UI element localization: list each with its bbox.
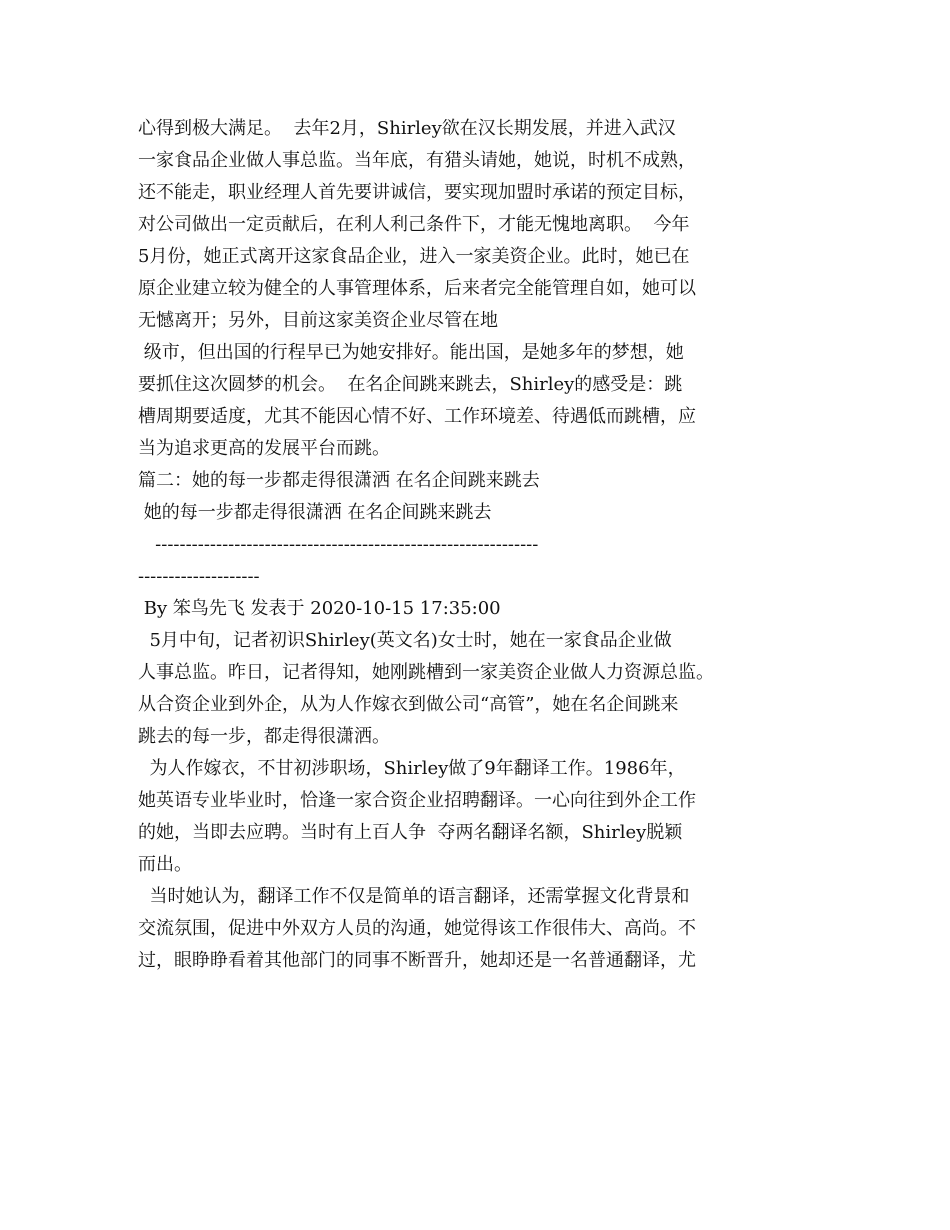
text-line: 的她，当即去应聘。当时有上百人争 夺两名翻译名额，Shirley脱颖 [138, 822, 683, 843]
text-line: 为人作嫁衣，不甘初涉职场，Shirley做了9年翻译工作。1986年， [138, 758, 686, 779]
text-line: 原企业建立较为健全的人事管理体系，后来者完全能管理自如，她可以 [138, 278, 696, 299]
text-line: 心得到极大满足。 去年2月，Shirley欲在汉长期发展，并进入武汉 [138, 118, 676, 139]
text-line: 5月中旬，记者初识Shirley(英文名)女士时，她在一家食品企业做 [138, 630, 672, 651]
byline: By 笨鸟先飞 发表于 2020-10-15 17:35:00 [138, 598, 501, 619]
text-line: 她英语专业毕业时，恰逢一家合资企业招聘翻译。一心向往到外企工作 [138, 790, 696, 811]
text-line: 当时她认为，翻译工作不仅是简单的语言翻译，还需掌握文化背景和 [138, 886, 690, 907]
divider-line: --------------------------------------------------------------- [138, 534, 539, 555]
text-line: 而出。 [138, 854, 192, 875]
text-line: 从合资企业到外企，从为人作嫁衣到做公司“高管”，她在名企间跳来 [138, 694, 679, 715]
text-line: 还不能走，职业经理人首先要讲诚信，要实现加盟时承诺的预定目标， [138, 182, 696, 203]
text-line: 当为追求更高的发展平台而跳。 [138, 438, 390, 459]
divider-line: -------------------- [138, 566, 260, 587]
text-line: 5月份，她正式离开这家食品企业，进入一家美资企业。此时，她已在 [138, 246, 690, 267]
text-line: 无憾离开；另外，目前这家美资企业尽管在地 [138, 310, 498, 331]
text-line: 过，眼睁睁看着其他部门的同事不断晋升，她却还是一名普通翻译，尤 [138, 950, 696, 971]
text-line: 跳去的每一步，都走得很潇洒。 [138, 726, 390, 747]
article-title: 她的每一步都走得很潇洒 在名企间跳来跳去 [138, 502, 492, 523]
text-line: 交流氛围，促进中外双方人员的沟通，她觉得该工作很伟大、高尚。不 [138, 918, 696, 939]
text-line: 对公司做出一定贡献后，在利人利己条件下，才能无愧地离职。 今年 [138, 214, 690, 235]
text-line: 槽周期要适度，尤其不能因心情不好、工作环境差、待遇低而跳槽，应 [138, 406, 696, 427]
text-line: 级市，但出国的行程早已为她安排好。能出国，是她多年的梦想，她 [138, 342, 684, 363]
text-line: 一家食品企业做人事总监。当年底，有猎头请她，她说，时机不成熟， [138, 150, 696, 171]
text-line: 要抓住这次圆梦的机会。 在名企间跳来跳去，Shirley的感受是：跳 [138, 374, 683, 395]
text-line: 人事总监。昨日，记者得知，她刚跳槽到一家美资企业做人力资源总监。 [138, 662, 714, 683]
section-heading: 篇二：她的每一步都走得很潇洒 在名企间跳来跳去 [138, 470, 540, 491]
